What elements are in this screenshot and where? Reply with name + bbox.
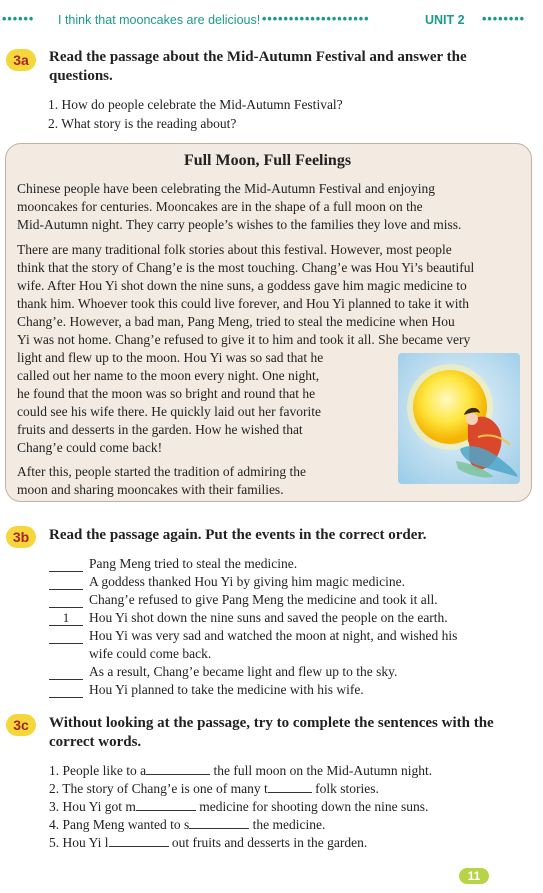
event-text: A goddess thanked Hou Yi by giving him magic medicine. xyxy=(89,574,405,589)
section-3a-heading-line1: Read the passage about the Mid-Autumn Festival and answer the xyxy=(49,49,467,65)
question-2: 2. What story is the reading about? xyxy=(48,116,237,131)
section-3a-heading-line2: questions. xyxy=(49,68,113,84)
event-text: Hou Yi was very sad and watched the moon at night, and wished his xyxy=(89,628,458,643)
event-text: Hou Yi shot down the nine suns and saved the people on the earth. xyxy=(89,610,448,625)
event-text: wife could come back. xyxy=(89,646,212,661)
passage-line: light and flew up to the moon. Hou Yi was so sad that he xyxy=(17,350,324,365)
sentence-start: 4. Pang Meng wanted to s xyxy=(49,817,190,832)
fill-blank[interactable] xyxy=(268,780,312,793)
passage-line: Chang’e. However, a bad man, Pang Meng, tried to steal the medicine when Hou xyxy=(17,314,455,329)
section-badge-3c: 3c xyxy=(6,714,36,736)
header-dots-middle: •••••••••••••••••••• xyxy=(262,12,370,26)
sentence-end: folk stories. xyxy=(311,781,379,796)
event-text: Chang’e refused to give Pang Meng the medicine and took it all. xyxy=(89,592,438,607)
sentence-start: 3. Hou Yi got m xyxy=(49,799,136,814)
fill-blank[interactable] xyxy=(146,762,210,775)
passage-line: could see his wife there. He quickly laid out her favorite xyxy=(17,404,322,419)
answer-blank[interactable] xyxy=(49,574,83,590)
section-badge-3a: 3a xyxy=(6,49,36,71)
passage-line: wife. After Hou Yi shot down the nine suns, a goddess gave him magic medicine to xyxy=(17,278,467,293)
sentence-end: out fruits and desserts in the garden. xyxy=(168,835,368,850)
event-text: Pang Meng tried to steal the medicine. xyxy=(89,556,298,571)
section-3b-heading: Read the passage again. Put the events in the correct order. xyxy=(49,527,427,543)
passage-line: think that the story of Chang’e is the most touching. Chang’e was Hou Yi’s beautiful xyxy=(17,260,475,275)
passage-line: thank him. Whoever took this could live forever, and Hou Yi planned to take it with xyxy=(17,296,469,311)
unit-label: UNIT 2 xyxy=(425,13,465,27)
section-3c-heading-line1: Without looking at the passage, try to complete the sentences with the xyxy=(49,715,494,731)
page-header xyxy=(0,12,543,30)
fill-sentence-3 xyxy=(49,798,428,815)
sentence-end: the medicine. xyxy=(249,817,326,832)
change-moon-illustration xyxy=(398,353,520,484)
change-face xyxy=(466,413,478,425)
event-text: As a result, Chang’e became light and flew up to the sky. xyxy=(89,664,398,679)
fill-sentence-1 xyxy=(49,762,432,779)
fill-blank[interactable] xyxy=(136,798,196,811)
passage-line: Mid-Autumn night. They carry people’s wishes to the families they love and miss. xyxy=(17,217,462,232)
sentence-end: the full moon on the Mid-Autumn night. xyxy=(210,763,433,778)
event-text: Hou Yi planned to take the medicine with his wife. xyxy=(89,682,364,697)
section-3c-heading xyxy=(49,714,537,752)
fill-sentence-4 xyxy=(49,816,325,833)
passage-line: mooncakes for centuries. Mooncakes are in the shape of a full moon on the xyxy=(17,199,423,214)
section-3a-heading xyxy=(49,48,537,86)
sentence-end: medicine for shooting down the nine suns. xyxy=(195,799,429,814)
passage-line: Yi was not home. Chang’e refused to give it to him and took it all. She became very xyxy=(17,332,471,347)
fill-sentence-2 xyxy=(49,780,379,797)
header-dots-right: •••••••• xyxy=(482,12,526,26)
passage-line: After this, people started the tradition of admiring the xyxy=(17,464,307,479)
passage-line: Chang’e could come back! xyxy=(17,440,163,455)
answer-blank[interactable]: 1 xyxy=(49,610,83,626)
passage-line: called out her name to the moon every night. One night, xyxy=(17,368,320,383)
fill-blank[interactable] xyxy=(189,816,249,829)
sentence-start: 2. The story of Chang’e is one of many t xyxy=(49,781,268,796)
passage-line: he found that the moon was so bright and round that he xyxy=(17,386,316,401)
answer-blank[interactable] xyxy=(49,556,83,572)
section-badge-3b: 3b xyxy=(6,526,36,548)
fill-sentence-5 xyxy=(49,834,367,851)
passage-line: Chinese people have been celebrating the Mid-Autumn Festival and enjoying xyxy=(17,181,436,196)
section-3c-heading-line2: correct words. xyxy=(49,734,142,750)
sentence-start: 5. Hou Yi l xyxy=(49,835,109,850)
page-number: 11 xyxy=(459,868,489,884)
answer-blank[interactable] xyxy=(49,664,83,680)
passage-line: fruits and desserts in the garden. How he wished that xyxy=(17,422,303,437)
question-1: 1. How do people celebrate the Mid-Autumn Festival? xyxy=(48,97,343,112)
header-title: I think that mooncakes are delicious! xyxy=(58,13,261,27)
passage-line: moon and sharing mooncakes with their families. xyxy=(17,482,284,497)
answer-blank[interactable] xyxy=(49,592,83,608)
fill-blank[interactable] xyxy=(109,834,169,847)
moon-illustration-svg xyxy=(398,353,520,484)
header-dots-left: •••••• xyxy=(2,12,35,26)
sentence-start: 1. People like to a xyxy=(49,763,147,778)
passage-title: Full Moon, Full Feelings xyxy=(183,152,352,169)
answer-blank[interactable] xyxy=(49,682,83,698)
answer-blank[interactable] xyxy=(49,628,83,644)
passage-line: There are many traditional folk stories about this festival. However, most people xyxy=(17,242,452,257)
